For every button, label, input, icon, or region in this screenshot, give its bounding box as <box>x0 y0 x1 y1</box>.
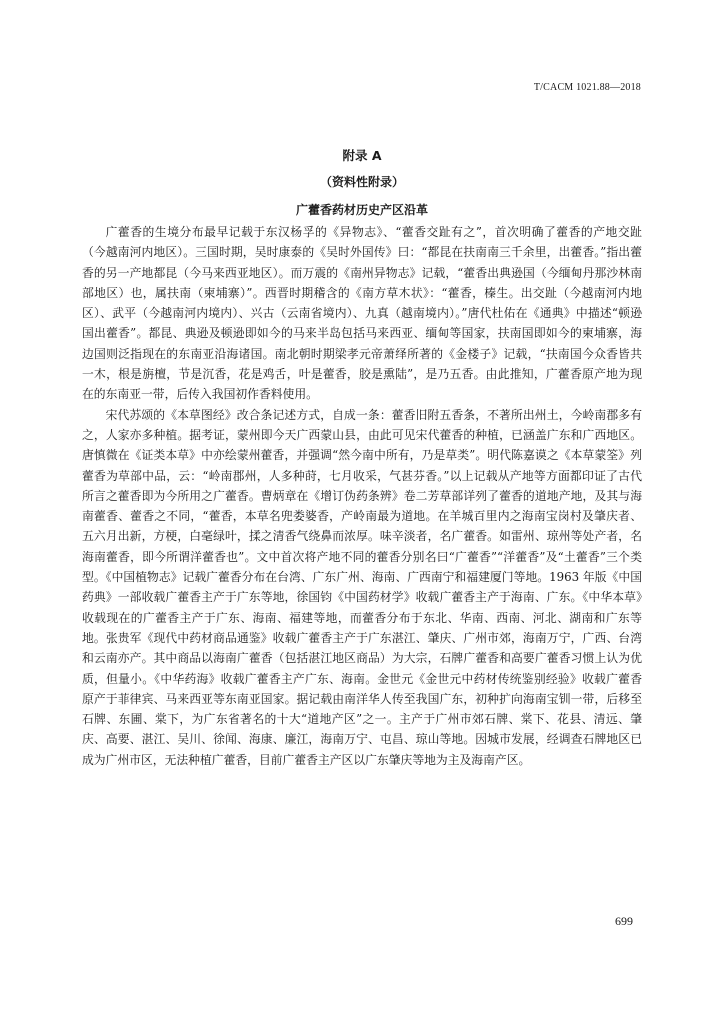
body-text <box>82 222 642 770</box>
page-number: 699 <box>615 914 633 928</box>
paragraph: 宋代苏颂的《本草图经》改合条记述方式，自成一条：藿香旧附五香条，不著所出州土，今岭南郡多有之，人家亦多种植。据考证，蒙州即今天广西蒙山县，由此可见宋代藿香的种植，已涵盖广东和广西地区。唐慎微在《证类本草》中亦绘蒙州藿香，并强调“然今南中所有，乃是草类”。明代陈嘉谟之《本草蒙筌》列藿香为草部中品，云：“岭南郡州，人多种莳，七月收采，气甚芬香。”以上记载从产地等方面都印证了古代所言之藿香即为今所用之广藿香。曹炳章在《增订伪药条辨》卷二芳草部详列了藿香的道地产地，及其与海南藿香、藿香之不同，“藿香，本草名兜娄婆香，产岭南最为道地。在羊城百里内之海南宝岗村及肇庆者、五六月出新，方梗，白毫绿叶，揉之清香气绕鼻而浓厚。味辛淡者，名广藿香。如雷州、琼州等处产者，名海南藿香，即今所谓洋藿香也”。文中首次将产地不同的藿香分别名曰“广藿香”“洋藿香”及“土藿香”三个类型。《中国植物志》记载广藿香分布在台湾、广东广州、海南、广西南宁和福建厦门等地。1963 年版《中国药典》一部收载广藿香主产于广东等地，徐国钧《中国药材学》收载广藿香主产于海南、广东。《中华本草》收载现在的广藿香主产于广东、海南、福建等地，而藿香分布于东北、华南、西南、河北、湖南和广东等地。张贵军《现代中药材商品通鉴》收载广藿香主产于广东湛江、肇庆、广州市郊，海南万宁，广西、台湾和云南亦产。其中商品以海南广藿香（包括湛江地区商品）为大宗，石牌广藿香和高要广藿香习惯上认为优质，但量小。《中华药海》收载广藿香主产广东、海南。金世元《金世元中药材传统鉴别经验》收载广藿香原产于菲律宾、马来西亚等东南亚国家。据记载由南洋华人传至我国广东，初种扩向海南宝钏一带，后移至石牌、东圃、棠下，为广东省著名的十大“道地产区”之一。主产于广州市郊石牌、棠下、花县、清远、肇庆、高要、湛江、吴川、徐闻、海康、廉江，海南万宁、屯昌、琼山等地。因城市发展，经调查石牌地区已成为广州市区，无法种植广藿香，目前广藿香主产区以广东肇庆等地为主及海南产区。 <box>82 407 642 767</box>
appendix-title: 附录 A <box>342 148 382 163</box>
title-block <box>0 146 724 221</box>
section-title: 广藿香药材历史产区沿革 <box>295 203 428 217</box>
appendix-type: （资料性附录） <box>319 175 404 189</box>
paragraph: 广藿香的生境分布最早记载于东汉杨孚的《异物志》、“藿香交趾有之”，首次明确了藿香的产地交趾（今越南河内地区）。三国时期，吴时康泰的《吴时外国传》曰：“都昆在扶南南三千余里，出藿香。”指出藿香的另一产地都昆（今马来西亚地区）。而万震的《南州异物志》记载，“藿香出典逊国（今缅甸丹那沙林南部地区）也，属扶南（柬埔寨）”。西晋时期稽含的《南方草木状》：“藿香，榛生。出交趾（今越南河内地区）、武平（今越南河内境内）、兴古（云南省境内）、九真（越南境内）。”唐代杜佑在《通典》中描述“顿逊国出藿香”。都昆、典逊及顿逊即如今的马来半岛包括马来西亚、缅甸等国家，扶南国即如今的柬埔寨，海边国则泛指现在的东南亚沿海诸国。南北朝时期梁孝元帝萧绎所著的《金楼子》记载，“扶南国今众香皆共一木，根是旃檀，节是沉香，花是鸡舌，叶是藿香，胶是熏陆”，是乃五香。由此推知，广藿香原产地为现在的东南亚一带，后传入我国初作香料使用。 <box>82 225 642 402</box>
standard-number-header: T/CACM 1021.88—2018 <box>533 82 641 93</box>
